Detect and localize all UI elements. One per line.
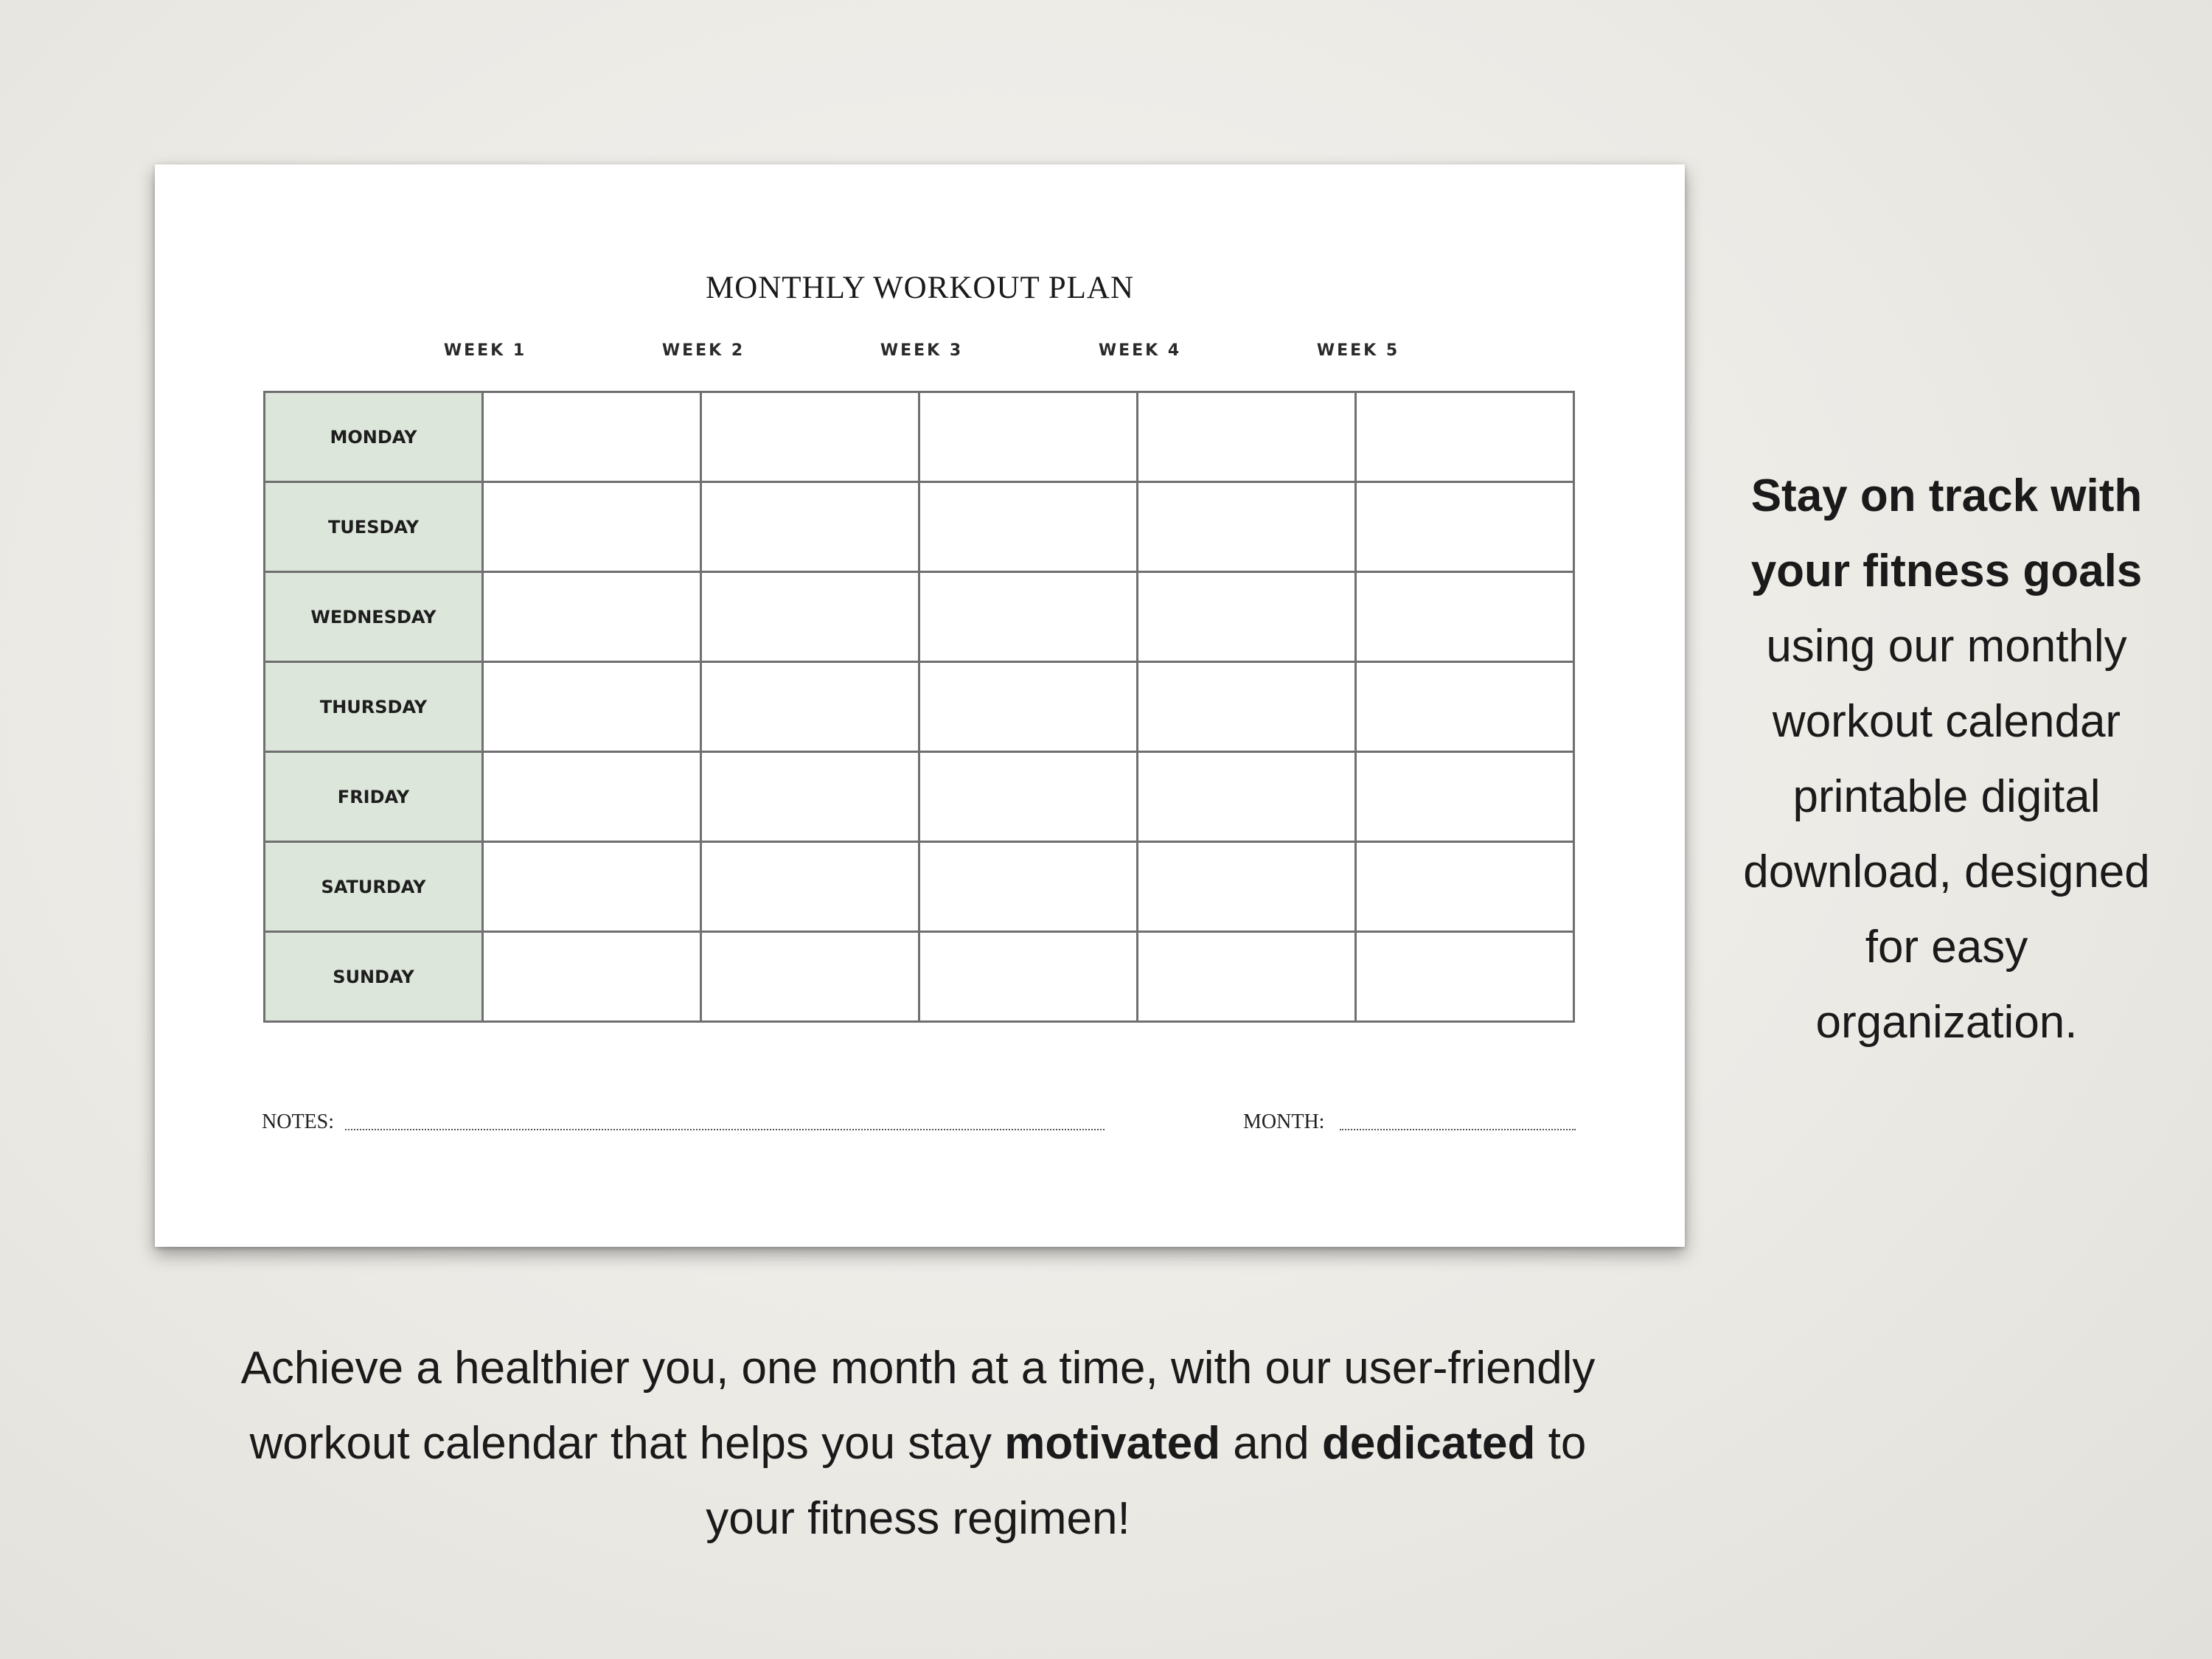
grid-row-thursday [265,662,1574,752]
grid-cell[interactable] [1356,392,1574,482]
month-label: MONTH: [1243,1110,1325,1133]
grid-row-sunday [265,932,1574,1022]
side-caption-bold: Stay on track with your fitness goals [1750,470,2143,597]
bottom-caption-part3: to your fitness regimen! [706,1418,1587,1544]
grid-row-friday [265,752,1574,842]
grid-cell[interactable] [701,392,919,482]
grid-cell[interactable] [1138,482,1356,572]
week-header-1: WEEK 1 [443,341,527,360]
grid-cell[interactable] [919,662,1138,752]
grid-cell[interactable] [919,572,1138,662]
planner-sheet [155,164,1685,1247]
week-header-2: WEEK 2 [661,341,745,360]
day-label-tuesday: TUESDAY [265,482,483,572]
grid-cell[interactable] [483,842,701,932]
notes-line[interactable] [345,1129,1105,1130]
grid-cell[interactable] [919,752,1138,842]
grid-cell[interactable] [701,842,919,932]
week-header-4: WEEK 4 [1098,341,1182,360]
grid-cell[interactable] [1356,842,1574,932]
day-label-monday: MONDAY [265,392,483,482]
grid-cell[interactable] [701,572,919,662]
notes-label: NOTES: [262,1110,334,1133]
grid-cell[interactable] [1356,572,1574,662]
day-label-sunday: SUNDAY [265,932,483,1022]
bottom-caption-bold-motivated: motivated [1004,1418,1221,1469]
grid-cell[interactable] [1356,662,1574,752]
grid-cell[interactable] [483,392,701,482]
grid-cell[interactable] [483,482,701,572]
grid-cell[interactable] [483,572,701,662]
grid-cell[interactable] [919,392,1138,482]
week-header-3: WEEK 3 [880,341,964,360]
grid-cell[interactable] [919,932,1138,1022]
bottom-caption-part2: and [1220,1418,1322,1469]
grid-cell[interactable] [1138,392,1356,482]
day-label-friday: FRIDAY [265,752,483,842]
planner-title: MONTHLY WORKOUT PLAN [705,271,1135,305]
grid-cell[interactable] [483,662,701,752]
day-label-thursday: THURSDAY [265,662,483,752]
bottom-caption-part1: Achieve a healthier you, one month at a time, with our user-friendly workout calendar that helps you stay [240,1343,1596,1469]
bottom-caption [206,1331,1630,1557]
grid-cell[interactable] [1138,752,1356,842]
grid-cell[interactable] [1356,932,1574,1022]
grid-cell[interactable] [701,752,919,842]
grid-cell[interactable] [1138,662,1356,752]
day-label-wednesday: WEDNESDAY [265,572,483,662]
grid-cell[interactable] [1138,842,1356,932]
grid-cell[interactable] [701,482,919,572]
grid-cell[interactable] [919,482,1138,572]
grid-row-wednesday [265,572,1574,662]
grid-cell[interactable] [919,842,1138,932]
side-caption-rest: using our monthly workout calendar printable digital download, designed for easy organization. [1743,621,2150,1048]
workout-grid [263,391,1575,1023]
grid-cell[interactable] [1356,482,1574,572]
grid-cell[interactable] [1138,572,1356,662]
week-header-5: WEEK 5 [1316,341,1400,360]
grid-cell[interactable] [1138,932,1356,1022]
grid-row-monday [265,392,1574,482]
grid-row-saturday [265,842,1574,932]
grid-cell[interactable] [483,752,701,842]
month-line[interactable] [1340,1129,1576,1130]
bottom-caption-bold-dedicated: dedicated [1321,1418,1536,1469]
grid-cell[interactable] [701,662,919,752]
grid-cell[interactable] [1356,752,1574,842]
grid-cell[interactable] [701,932,919,1022]
day-label-saturday: SATURDAY [265,842,483,932]
side-caption [1740,459,2153,1060]
grid-cell[interactable] [483,932,701,1022]
grid-row-tuesday [265,482,1574,572]
